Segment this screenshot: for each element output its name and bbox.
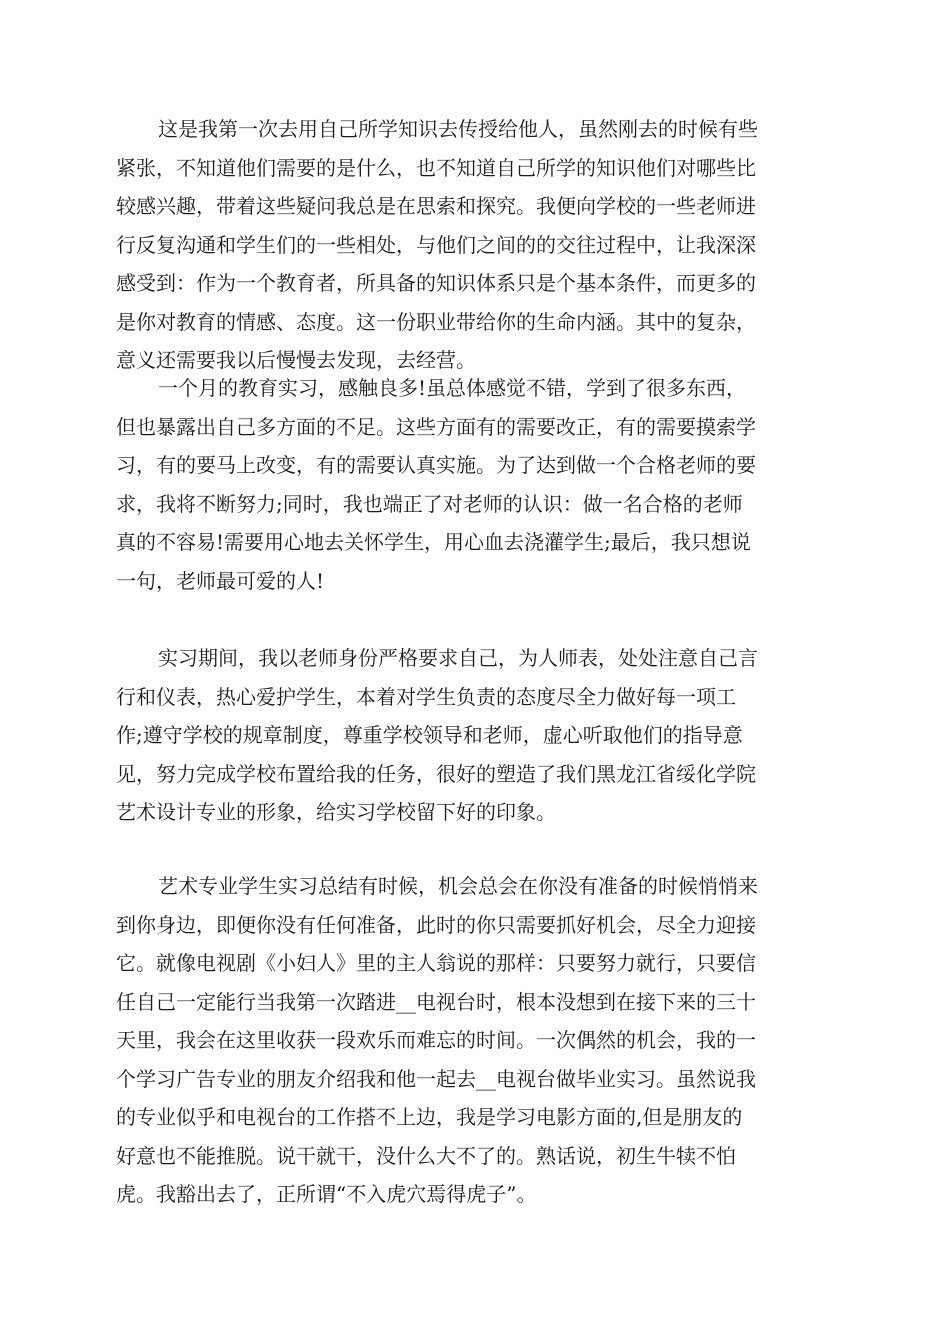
paragraph-line: 行和仪表，热心爱护学生，本着对学生负责的态度尽全力做好每一项工	[116, 684, 736, 709]
paragraph-line: 真的不容易!需要用心地去关怀学生，用心血去浇灌学生;最后，我只想说	[116, 530, 751, 554]
paragraph-line: 艺术设计专业的形象，给实习学校留下好的印象。	[116, 800, 556, 824]
paragraph-line: 艺术专业学生实习总结有时候，机会总会在你没有准备的时候悄悄来	[158, 874, 758, 898]
paragraph-line: 行反复沟通和学生们的一些相处，与他们之间的的交往过程中，让我深深	[116, 232, 756, 257]
paragraph-line: 这是我第一次去用自己所学知识去传授给他人，虽然刚去的时候有些	[158, 117, 758, 141]
paragraph-line: 虎。我豁出去了，正所谓“不入虎穴焉得虎子”。	[116, 1182, 537, 1206]
paragraph-line: 见，努力完成学校布置给我的任务，很好的塑造了我们黑龙江省绥化学院	[116, 761, 756, 786]
paragraph-line: 好意也不能推脱。说干就干，没什么大不了的。熟话说，初生牛犊不怕	[116, 1143, 736, 1168]
paragraph-line: 天里，我会在这里收获一段欢乐而难忘的时间。一次偶然的机会，我的一	[116, 1028, 756, 1052]
paragraph-line: 但也暴露出自己多方面的不足。这些方面有的需要改正，有的需要摸索学	[116, 414, 756, 439]
paragraph-line: 的专业似乎和电视台的工作搭不上边，我是学习电影方面的,但是朋友的	[116, 1105, 743, 1129]
paragraph-line: 作;遵守学校的规章制度，尊重学校领导和老师，虚心听取他们的指导意	[116, 723, 743, 747]
paragraph-line: 意义还需要我以后慢慢去发现，去经营。	[116, 348, 476, 372]
paragraph-1	[116, 110, 758, 380]
paragraph-line: 任自己一定能行当我第一次踏进__电视台时，根本没想到在接下来的三十	[116, 989, 756, 1014]
paragraph-2	[116, 369, 756, 600]
paragraph-line: 它。就像电视剧《小妇人》里的主人翁说的那样：只要努力就行，只要信	[116, 951, 756, 975]
paragraph-line: 是你对教育的情感、态度。这一份职业带给你的生命内涵。其中的复杂，	[116, 309, 756, 334]
paragraph-line: 较感兴趣，带着这些疑问我总是在思索和探究。我便向学校的一些老师进	[116, 194, 756, 218]
paragraph-line: 实习期间，我以老师身份严格要求自己，为人师表，处处注意自己言	[158, 646, 758, 670]
paragraph-4	[116, 867, 758, 1214]
paragraph-line: 个学习广告专业的朋友介绍我和他一起去__电视台做毕业实习。虽然说我	[116, 1066, 756, 1091]
paragraph-line: 一个月的教育实习，感触良多!虽总体感觉不错，学到了很多东西，	[158, 376, 747, 400]
paragraph-line: 紧张，不知道他们需要的是什么，也不知道自己所学的知识他们对哪些比	[116, 155, 756, 180]
paragraph-line: 习，有的要马上改变，有的需要认真实施。为了达到做一个合格老师的要	[116, 453, 756, 477]
paragraph-line: 到你身边，即便你没有任何准备，此时的你只需要抓好机会，尽全力迎接	[116, 912, 756, 937]
paragraph-3	[116, 639, 758, 832]
paragraph-line: 感受到：作为一个教育者，所具备的知识体系只是个基本条件，而更多的	[116, 271, 756, 295]
paragraph-line: 一句，老师最可爱的人!	[116, 568, 325, 593]
paragraph-line: 求，我将不断努力;同时，我也端正了对老师的认识：做一名合格的老师	[116, 491, 743, 516]
